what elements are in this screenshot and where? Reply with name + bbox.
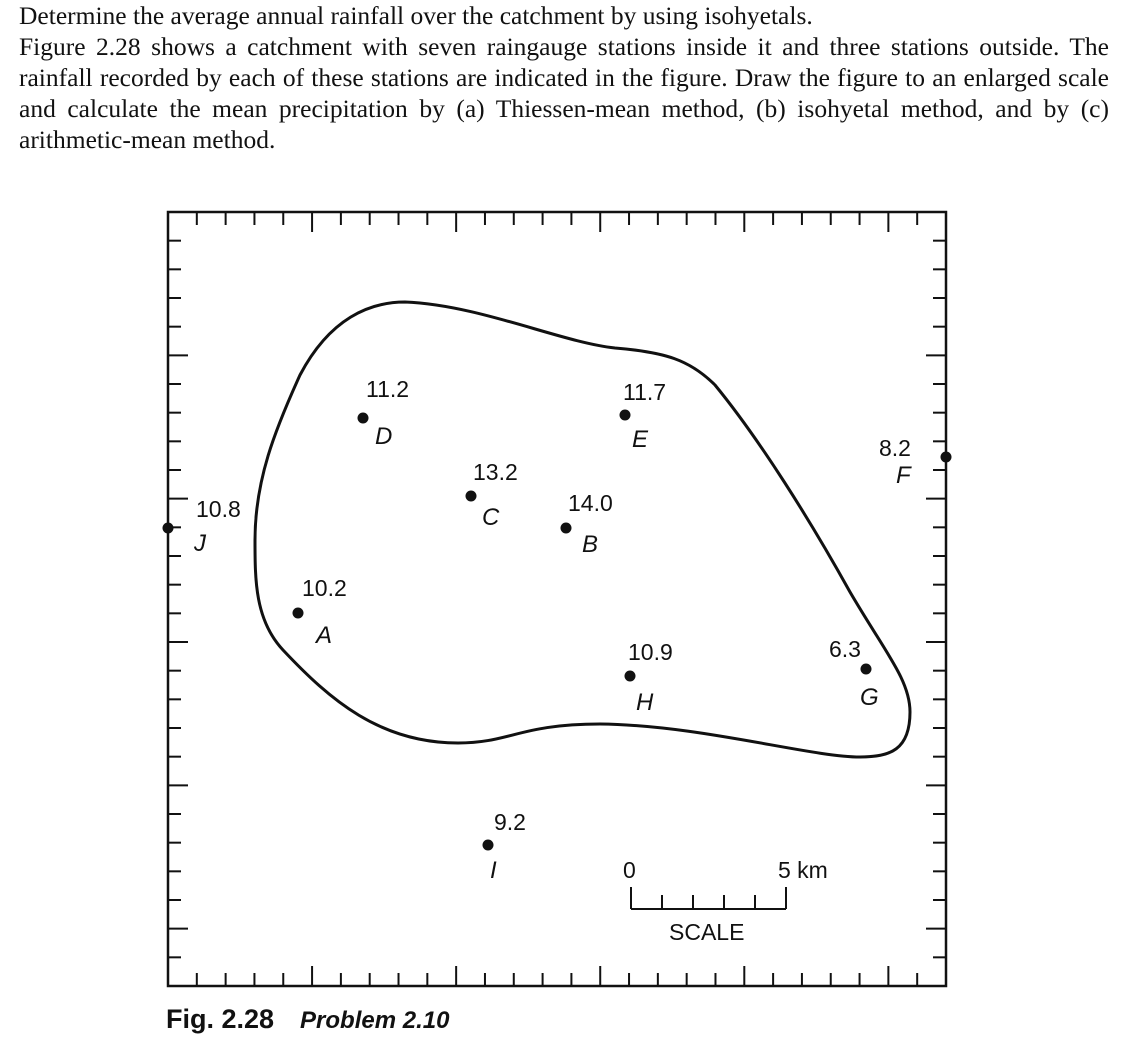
station-j-value: 10.8 xyxy=(196,496,241,522)
figure-title: Problem 2.10 xyxy=(300,1007,450,1034)
station-g-dot xyxy=(861,664,872,675)
station-h-label: H xyxy=(636,689,654,716)
frame-ticks xyxy=(168,212,946,986)
scale-end-label: 5 km xyxy=(778,857,828,883)
station-b-value: 14.0 xyxy=(568,490,613,516)
station-a-label: A xyxy=(316,622,333,649)
station-i-value: 9.2 xyxy=(494,809,526,835)
catchment-boundary xyxy=(255,302,910,757)
station-j-label: J xyxy=(194,530,206,557)
scale-ruler xyxy=(631,887,786,909)
figure-number: Fig. 2.28 xyxy=(166,1004,275,1034)
station-j-dot xyxy=(163,523,174,534)
station-d-dot xyxy=(358,413,369,424)
station-h-value: 10.9 xyxy=(628,639,673,665)
station-c-dot xyxy=(466,491,477,502)
station-d-value: 11.2 xyxy=(366,376,410,402)
station-g-value: 6.3 xyxy=(829,636,861,662)
station-a-value: 10.2 xyxy=(302,575,347,601)
station-i-label: I xyxy=(490,857,497,884)
problem-line-1: Determine the average annual rainfall over the catchment by using isohyetals. xyxy=(19,1,813,30)
station-e-label: E xyxy=(632,426,649,453)
station-f-value: 8.2 xyxy=(879,435,911,461)
station-b-dot xyxy=(561,523,572,534)
station-g-label: G xyxy=(860,684,879,711)
station-i-dot xyxy=(483,840,494,851)
scale-start-label: 0 xyxy=(623,857,636,883)
station-f-label: F xyxy=(896,462,911,489)
figure-caption xyxy=(166,1004,449,1035)
station-d-label: D xyxy=(375,423,393,450)
station-h-dot xyxy=(625,671,636,682)
station-b-label: B xyxy=(582,531,599,558)
station-c-label: C xyxy=(482,504,500,531)
figure-frame xyxy=(168,212,946,986)
scale-bar xyxy=(623,857,828,945)
station-c-value: 13.2 xyxy=(473,459,518,485)
station-e-value: 11.7 xyxy=(623,379,667,405)
station-e-dot xyxy=(620,410,631,421)
problem-paragraph: Figure 2.28 shows a catchment with seven raingauge stations inside it and three stations outside. The rainfall recorded by each of these stations are indicated in the figure. Draw the figure to an enlarged scale and calculate the mean precipitation by (a) Thiessen-mean method, (b) isohyetal method, and by (c) arithmetic-mean method. xyxy=(19,32,1109,154)
scale-label: SCALE xyxy=(669,919,745,945)
station-a-dot xyxy=(293,608,304,619)
station-f-dot xyxy=(941,452,952,463)
